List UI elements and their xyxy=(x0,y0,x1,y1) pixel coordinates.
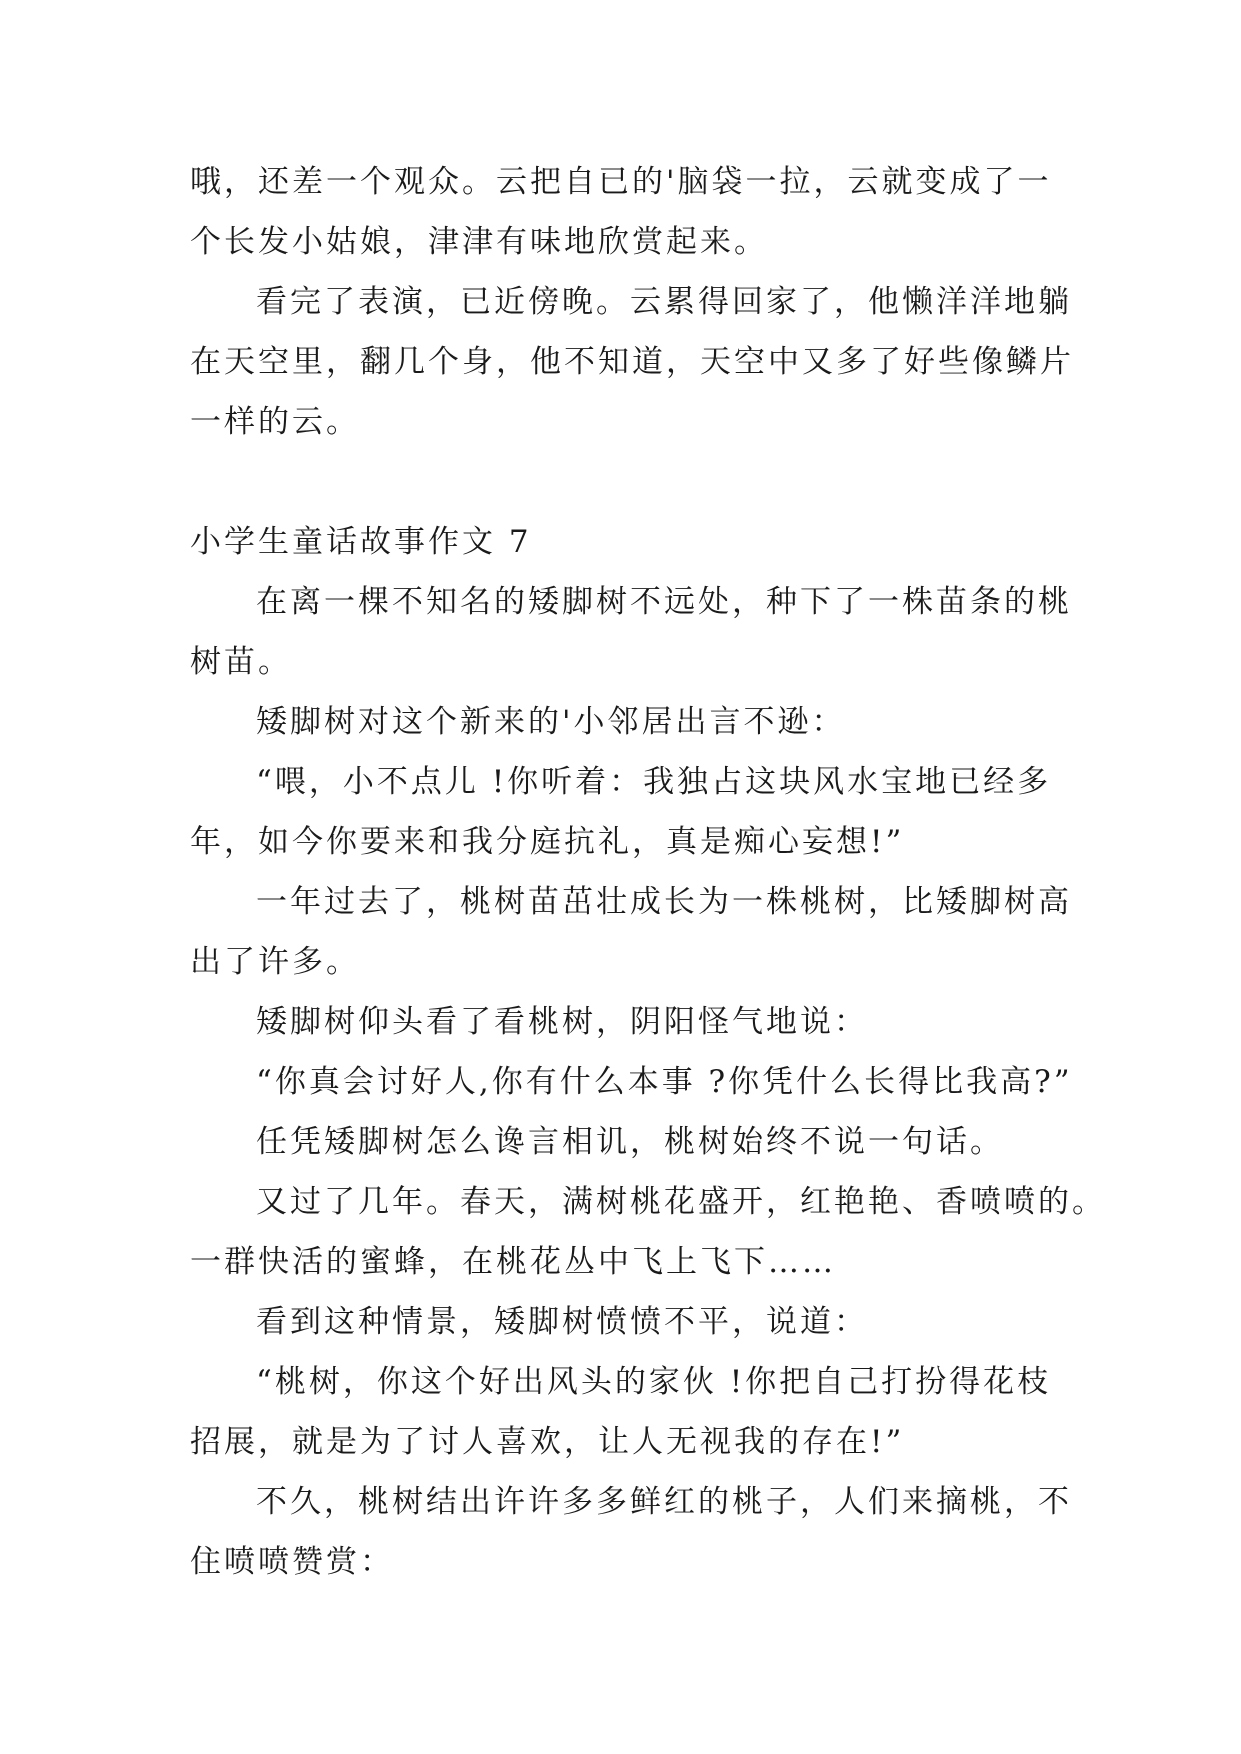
text-line: 一群快活的蜜蜂，在桃花丛中飞上飞下…… xyxy=(190,1244,836,1280)
text-line: 年，如今你要来和我分庭抗礼，真是痴心妄想!” xyxy=(190,824,905,860)
text-line: “你真会讨好人,你有什么本事 ?你凭什么长得比我高?” xyxy=(256,1064,1073,1100)
text-line: 矮脚树对这个新来的'小邻居出言不逊： xyxy=(256,704,846,740)
text-line: 一样的云。 xyxy=(190,404,360,440)
text-line: 矮脚树仰头看了看桃树，阴阳怪气地说： xyxy=(256,1004,868,1040)
text-line: 又过了几年。春天，满树桃花盛开，红艳艳、香喷喷的。 xyxy=(256,1184,1106,1220)
text-line: “喂，小不点儿 !你听着：我独占这块风水宝地已经多 xyxy=(256,764,1052,800)
text-line: 在离一棵不知名的矮脚树不远处，种下了一株苗条的桃 xyxy=(256,584,1072,620)
section-title: 小学生童话故事作文 7 xyxy=(190,524,532,560)
text-line: 出了许多。 xyxy=(190,944,360,980)
text-line: 住喷喷赞赏： xyxy=(190,1544,394,1580)
text-line: 在天空里，翻几个身，他不知道，天空中又多了好些像鳞片 xyxy=(190,344,1074,380)
text-line: 任凭矮脚树怎么谗言相讥，桃树始终不说一句话。 xyxy=(256,1124,1004,1160)
text-line: “桃树，你这个好出风头的家伙 !你把自己打扮得花枝 xyxy=(256,1364,1052,1400)
text-line: 招展，就是为了讨人喜欢，让人无视我的存在!” xyxy=(190,1424,905,1460)
text-line: 不久，桃树结出许许多多鲜红的桃子，人们来摘桃，不 xyxy=(256,1484,1072,1520)
text-line: 个长发小姑娘，津津有味地欣赏起来。 xyxy=(190,224,768,260)
text-line: 树苗。 xyxy=(190,644,292,680)
text-line: 看完了表演，已近傍晚。云累得回家了，他懒洋洋地躺 xyxy=(256,284,1072,320)
text-line: 一年过去了，桃树苗茁壮成长为一株桃树，比矮脚树高 xyxy=(256,884,1072,920)
text-line: 哦，还差一个观众。云把自已的'脑袋一拉，云就变成了一 xyxy=(190,164,1052,200)
text-line: 看到这种情景，矮脚树愤愤不平，说道： xyxy=(256,1304,868,1340)
